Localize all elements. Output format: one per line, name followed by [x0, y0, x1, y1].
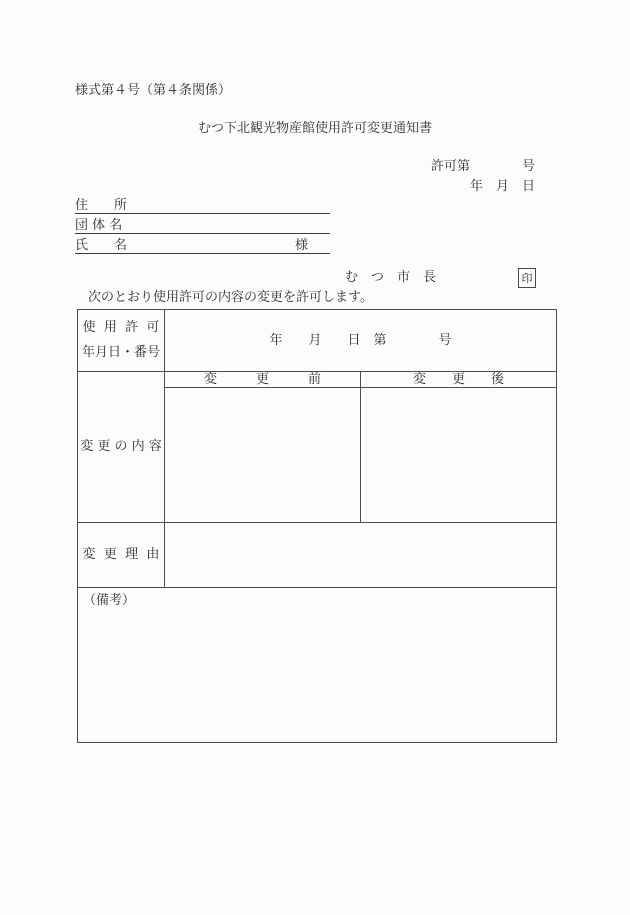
addressee-address-row	[75, 197, 330, 214]
name-label: 氏 名	[75, 238, 128, 253]
before-column-body	[165, 388, 360, 522]
permit-row-label-cell	[78, 310, 165, 371]
issue-date-line: 年 月 日	[469, 179, 535, 194]
table-row-permit	[78, 310, 556, 372]
permit-row-label-line1: 使 用 許 可	[82, 320, 160, 336]
permission-change-table	[77, 309, 557, 743]
permit-row-value: 年 月 日 第 号	[269, 332, 452, 348]
organization-label: 団 体 名	[75, 218, 123, 233]
table-row-remarks	[78, 588, 556, 742]
table-row-change-content	[78, 372, 556, 523]
mayor-title: む つ 市 長	[345, 270, 437, 285]
addressee-name-row	[75, 237, 330, 254]
permit-row-value-cell	[165, 310, 556, 371]
after-column	[361, 372, 556, 522]
document-title: むつ下北観光物産館使用許可変更通知書	[197, 121, 432, 136]
permit-number-line: 許可第 号	[430, 159, 535, 174]
reason-row-label: 変 更 理 由	[82, 547, 160, 562]
address-label: 住 所	[75, 198, 128, 213]
reason-row-label-cell	[78, 523, 165, 587]
seal-mark-label: 印	[521, 271, 533, 285]
addressee-organization-row	[75, 217, 330, 234]
reason-row-value-cell	[165, 523, 556, 587]
after-column-body	[361, 388, 556, 522]
body-sentence: 次のとおり使用許可の内容の変更を許可します。	[88, 290, 373, 305]
form-number: 様式第４号（第４条関係）	[75, 83, 232, 98]
seal-stamp-icon	[518, 268, 536, 288]
change-row-label-cell	[78, 372, 165, 522]
remarks-label: （備考）	[83, 593, 136, 608]
honorific-label: 様	[294, 238, 308, 253]
before-column	[165, 372, 361, 522]
before-column-header: 変 更 前	[165, 372, 360, 388]
table-row-change-reason	[78, 523, 556, 588]
change-columns	[165, 372, 556, 522]
change-row-label: 変 更 の 内 容	[80, 439, 162, 454]
permit-row-label-line2: 年月日・番号	[81, 344, 160, 360]
after-column-header: 変 更 後	[361, 372, 556, 388]
